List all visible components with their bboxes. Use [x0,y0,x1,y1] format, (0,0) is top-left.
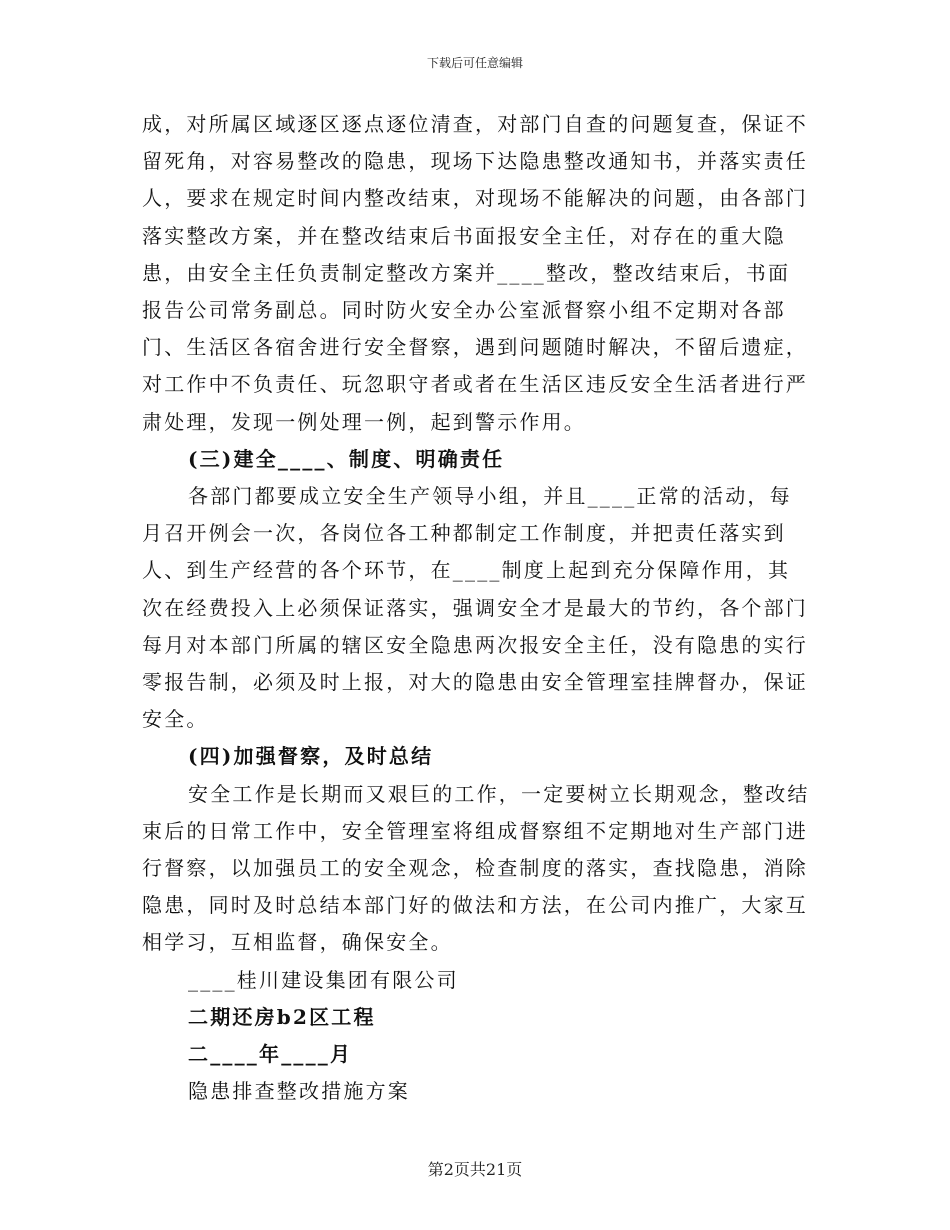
paragraph-supervision: 安全工作是长期而又艰巨的工作，一定要树立长期观念，整改结束后的日常工作中，安全管理室将组成督察组不定期地对生产部门进行督察，以加强员工的安全观念，检查制度的落实，查找隐患，消除隐患，同时及时总结本部门好的做法和方法，在公司内推广，大家互相学习，互相监督，确保安全。 [142,781,810,955]
section-heading-3: (三)建全____、制度、明确责任 [188,446,505,471]
project-name: 二期还房b2区工程 [188,1004,376,1029]
paragraph-inspection: 成，对所属区域逐区逐点逐位清查，对部门自查的问题复查，保证不留死角，对容易整改的隐患，现场下达隐患整改通知书，并落实责任人，要求在规定时间内整改结束，对现场不能解决的问题，由各部门落实整改方案，并在整改结束后书面报安全主任，对存在的重大隐患，由安全主任负责制定整改方案并____整改，整改结束后，书面报告公司常务副总。同时防火安全办公室派督察小组不定期对各部门、生活区各宿舍进行安全督察，遇到问题随时解决，不留后遗症，对工作中不负责任、玩忽职守者或者在生活区违反安全生活者进行严肃处理，发现一例处理一例，起到警示作用。 [142,112,808,434]
next-document-title: 隐患排查整改措施方案 [188,1079,410,1104]
page-header: 下载后可任意编辑 [426,56,523,70]
company-name: ____桂川建设集团有限公司 [188,967,459,992]
document-body [142,106,810,1110]
document-date: 二____年____月 [188,1042,353,1067]
paragraph-responsibility: 各部门都要成立安全生产领导小组，并且____正常的活动，每月召开例会一次，各岗位各工种都制定工作制度，并把责任落实到人、到生产经营的各个环节，在____制度上起到充分保障作用，其次在经费投入上必须保证落实，强调安全才是最大的节约，各个部门每月对本部门所属的辖区安全隐患两次报安全主任，没有隐患的实行零报告制，必须及时上报，对大的隐患由安全管理室挂牌督办，保证安全。 [142,484,808,732]
section-heading-4: (四)加强督察，及时总结 [188,744,434,769]
page-number: 第2页共21页 [427,1160,523,1179]
